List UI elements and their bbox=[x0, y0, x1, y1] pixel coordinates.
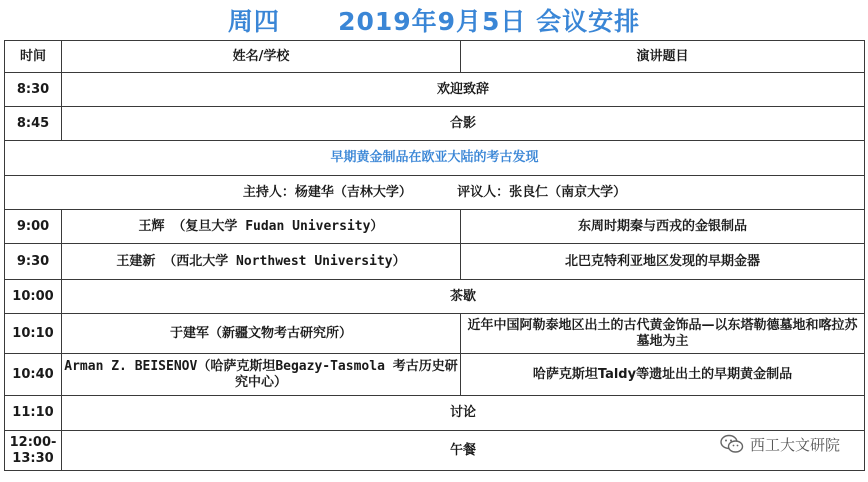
event-cell: 午餐 bbox=[62, 431, 865, 471]
time-cell: 10:40 bbox=[5, 354, 62, 396]
event-cell: 茶歇 bbox=[62, 280, 865, 314]
time-cell: 9:30 bbox=[5, 244, 62, 280]
table-row bbox=[5, 396, 865, 431]
time-cell: 8:30 bbox=[5, 73, 62, 107]
moderator-row bbox=[5, 176, 865, 210]
time-cell: 9:00 bbox=[5, 210, 62, 244]
time-cell: 11:10 bbox=[5, 396, 62, 431]
col-speaker-header: 姓名/学校 bbox=[62, 41, 461, 73]
watermark bbox=[720, 432, 840, 456]
time-cell: 8:45 bbox=[5, 107, 62, 141]
wechat-icon bbox=[720, 434, 744, 454]
session-title: 早期黄金制品在欧亚大陆的考古发现 bbox=[5, 141, 865, 176]
speaker-cell: 王辉 （复旦大学 Fudan University） bbox=[62, 210, 461, 244]
time-cell: 10:10 bbox=[5, 314, 62, 354]
table-row bbox=[5, 107, 865, 141]
table-row bbox=[5, 280, 865, 314]
topic-cell: 北巴克特利亚地区发现的早期金器 bbox=[461, 244, 865, 280]
commentator-text: 评议人：张良仁（南京大学） bbox=[457, 184, 627, 200]
topic-cell: 近年中国阿勒泰地区出土的古代黄金饰品—以东塔勒德墓地和喀拉苏墓地为主 bbox=[461, 314, 865, 354]
schedule-table bbox=[4, 40, 865, 471]
table-row bbox=[5, 354, 865, 396]
speaker-cell: Arman Z. BEISENOV（哈萨克斯坦Begazy-Tasmola 考古历史研究中心） bbox=[62, 354, 461, 396]
watermark-text: 西工大文研院 bbox=[749, 435, 840, 454]
speaker-cell: 王建新 （西北大学 Northwest University） bbox=[62, 244, 461, 280]
table-row bbox=[5, 210, 865, 244]
event-cell: 欢迎致辞 bbox=[62, 73, 865, 107]
speaker-cell: 于建军（新疆文物考古研究所） bbox=[62, 314, 461, 354]
header-row bbox=[5, 41, 865, 73]
session-row bbox=[5, 141, 865, 176]
moderator-cell bbox=[5, 176, 865, 210]
topic-cell: 东周时期秦与西戎的金银制品 bbox=[461, 210, 865, 244]
title-text: 会议安排 bbox=[536, 7, 641, 36]
event-cell: 讨论 bbox=[62, 396, 865, 431]
table-row bbox=[5, 314, 865, 354]
col-topic-header: 演讲题目 bbox=[461, 41, 865, 73]
title-date: 2019年9月5日 bbox=[338, 7, 527, 36]
title-day: 周四 bbox=[227, 7, 280, 36]
table-row bbox=[5, 244, 865, 280]
time-cell: 12:00-13:30 bbox=[5, 431, 62, 471]
col-time-header: 时间 bbox=[5, 41, 62, 73]
page-title bbox=[0, 0, 868, 40]
topic-cell: 哈萨克斯坦Taldy等遗址出土的早期黄金制品 bbox=[461, 354, 865, 396]
time-cell: 10:00 bbox=[5, 280, 62, 314]
table-row bbox=[5, 73, 865, 107]
event-cell: 合影 bbox=[62, 107, 865, 141]
moderator-text: 主持人：杨建华（吉林大学） bbox=[242, 184, 412, 200]
